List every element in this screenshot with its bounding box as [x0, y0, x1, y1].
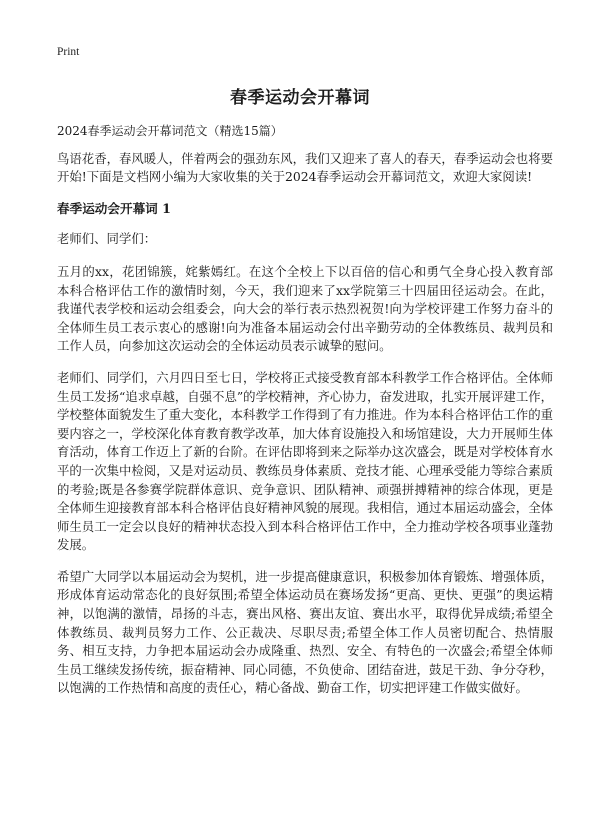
print-link[interactable]: Print	[57, 46, 80, 58]
document-body	[57, 122, 553, 711]
greeting-line: 老师们、同学们：	[57, 231, 157, 247]
document-subtitle: 2024春季运动会开幕词范文（精选15篇）	[57, 124, 283, 138]
section-heading: 春季运动会开幕词 1	[57, 200, 171, 216]
body-paragraph-1: 五月的xx，花团锦簇，姹紫嫣红。在这个全校上下以百倍的信心和勇气全身心投入教育部本科合格评估工作的激情时刻，今天，我们迎来了xx学院第三十四届田径运动会。在此，我谨代表学校和运动会组委会，向大会的举行表示热烈祝贺!向为学校评建工作努力奋斗的全体师生员工表示衷心的感谢!向为准备本届运动会付出辛勤劳动的全体教练员、裁判员和工作人员，向参加这次运动会的全体运动员表示诚挚的慰问。	[57, 263, 553, 354]
page-title: 春季运动会开幕词	[230, 88, 370, 108]
body-paragraph-2: 老师们、同学们，六月四日至七日，学校将正式接受教育部本科教学工作合格评估。全体师生员工发扬“追求卓越，自强不息”的学校精神，齐心协力，奋发进取，扎实开展评建工作，学校整体面貌发生了重大变化，本科教学工作得到了有力推进。作为本科合格评估工作的重要内容之一，学校深化体育教育教学改革，加大体育设施投入和场馆建设，大力开展师生体育活动，体育工作迈上了新的台阶。在评估即将到来之际举办这次盛会，既是对学校体育水平的一次集中检阅，又是对运动员、教练员身体素质、竞技才能、心理承受能力等综合素质的考验;既是各参赛学院群体意识、竞争意识、团队精神、顽强拼搏精神的综合体现，更是全体师生迎接教育部本科合格评估良好精神风貌的展现。我相信，通过本届运动盛会，全体师生员工一定会以良好的精神状态投入到本科合格评估工作中，全力推动学校各项事业蓬勃发展。	[57, 369, 553, 553]
intro-paragraph: 鸟语花香，春风暖人，伴着两会的强劲东风，我们又迎来了喜人的春天，春季运动会也将要开始!下面是文档网小编为大家收集的关于2024春季运动会开幕词范文，欢迎大家阅读!	[57, 150, 553, 185]
body-paragraph-3: 希望广大同学以本届运动会为契机，进一步提高健康意识，积极参加体育锻炼、增强体质，形成体育运动常态化的良好氛围;希望全体运动员在赛场发扬“更高、更快、更强”的奥运精神，以饱满的激情，昂扬的斗志，赛出风格、赛出友谊、赛出水平，取得优异成绩;希望全体教练员、裁判员努力工作、公正裁决、尽职尽责;希望全体工作人员密切配合、热情服务、相互支持，力争把本届运动会办成隆重、热烈、安全、有特色的一次盛会;希望全体师生员工继续发扬传统，振奋精神、同心同德，不负使命、团结奋进，鼓足干劲、争分夺秒，以饱满的工作热情和高度的责任心，精心备战、勤奋工作，切实把评建工作做实做好。	[57, 568, 553, 696]
